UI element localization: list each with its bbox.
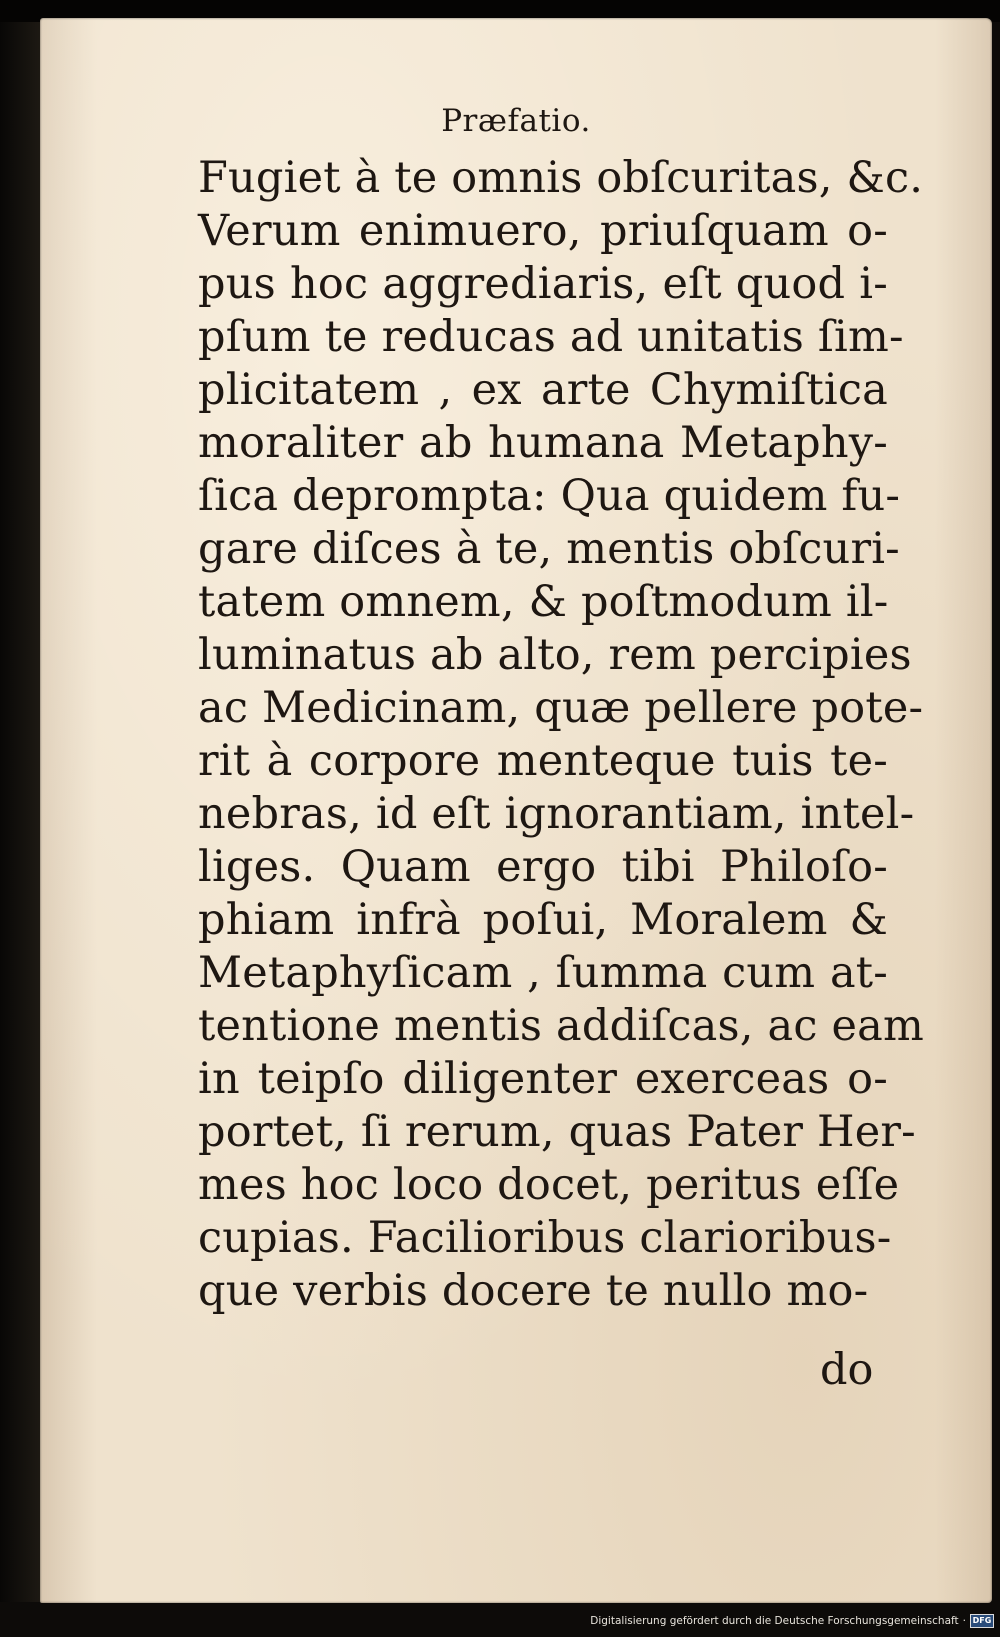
text-line: gare diſces à te, mentis obſcuri- (198, 524, 900, 574)
running-head: Præfatio. (441, 103, 591, 139)
digitization-credit (590, 1611, 994, 1631)
text-line: ſica deprompta: Qua quidem fu- (198, 471, 901, 521)
text-line: que verbis docere te nullo mo- (198, 1266, 869, 1316)
text-line: portet, ſi rerum, quas Pater Her- (198, 1107, 916, 1157)
text-line: liges. Quam ergo tibi Philoſo- (198, 842, 888, 892)
credit-text: Digitalisierung gefördert durch die Deutsche Forschungsgemeinschaft (590, 1615, 959, 1627)
text-line: mes hoc loco docet, peritus eſſe (198, 1160, 900, 1210)
text-line: tatem omnem, & poſtmodum il- (198, 577, 889, 627)
text-line: pus hoc aggrediaris, eſt quod i- (198, 259, 888, 309)
dfg-logo-icon: DFG (970, 1614, 994, 1628)
text-line: nebras, id eſt ignorantiam, intel- (198, 789, 915, 839)
text-line: plicitatem , ex arte Chymiſtica (198, 365, 888, 415)
text-line: cupias. Facilioribus clarioribus- (198, 1213, 892, 1263)
catchword: do (820, 1345, 874, 1395)
body-text (198, 152, 924, 1318)
text-line: tentione mentis addiſcas, ac eam (198, 1001, 924, 1051)
separator-dot: · (962, 1615, 966, 1627)
text-line: phiam infrà poſui, Moralem & (198, 895, 888, 945)
text-line: Fugiet à te omnis obſcuritas, &c. (198, 153, 924, 203)
scan-left-border (0, 22, 40, 1602)
text-line: moraliter ab humana Metaphy- (198, 418, 888, 468)
text-line: rit à corpore menteque tuis te- (198, 736, 888, 786)
text-line: pſum te reducas ad unitatis ſim- (198, 312, 904, 362)
text-line: ac Medicinam, quæ pellere pote- (198, 683, 924, 733)
text-line: Verum enimuero, priuſquam o- (198, 206, 888, 256)
text-line: in teipſo diligenter exerceas o- (198, 1054, 888, 1104)
book-page (40, 18, 992, 1603)
text-line: luminatus ab alto, rem percipies (198, 630, 912, 680)
text-line: Metaphyſicam , ſumma cum at- (198, 948, 888, 998)
